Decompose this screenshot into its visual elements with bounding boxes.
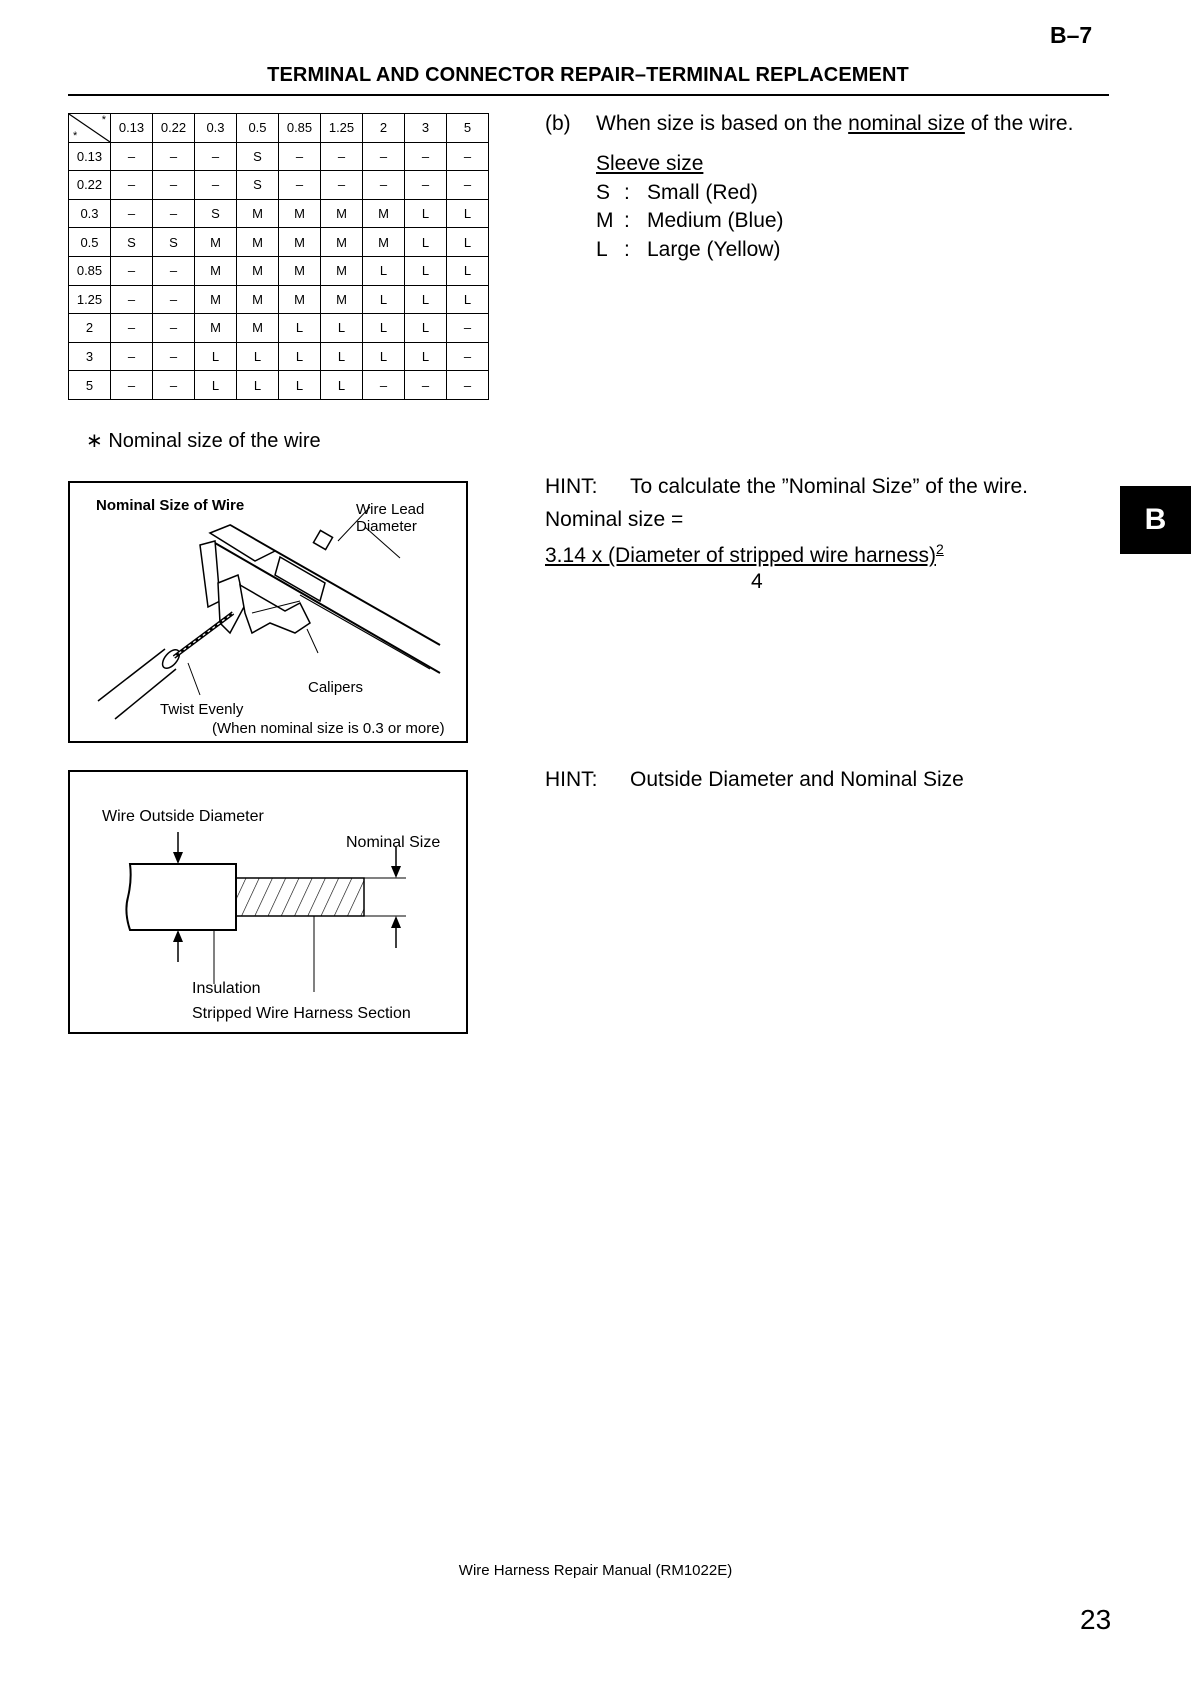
table-cell: L xyxy=(195,342,237,371)
table-cell: M xyxy=(279,228,321,257)
table-cell: – xyxy=(111,171,153,200)
table-cell: L xyxy=(447,256,489,285)
table-cell: – xyxy=(111,142,153,171)
table-cell: L xyxy=(405,314,447,343)
sleeve-desc: Large (Yellow) xyxy=(647,238,781,261)
column-header: 3 xyxy=(405,114,447,143)
page-title: TERMINAL AND CONNECTOR REPAIR–TERMINAL REPLACEMENT xyxy=(267,64,909,86)
table-cell: M xyxy=(321,256,363,285)
column-header: 0.22 xyxy=(153,114,195,143)
table-cell: – xyxy=(111,371,153,400)
table-cell: L xyxy=(405,199,447,228)
table-cell: M xyxy=(237,285,279,314)
row-header: 3 xyxy=(69,342,111,371)
table-cell: – xyxy=(195,171,237,200)
table-cell: – xyxy=(279,171,321,200)
table-cell: – xyxy=(111,199,153,228)
table-cell: L xyxy=(279,342,321,371)
table-cell: L xyxy=(447,228,489,257)
table-cell: L xyxy=(405,285,447,314)
sleeve-size-table xyxy=(68,113,489,400)
table-cell: – xyxy=(153,371,195,400)
table-cell: M xyxy=(195,314,237,343)
table-cell: L xyxy=(405,228,447,257)
table-cell: L xyxy=(321,371,363,400)
table-cell: – xyxy=(447,342,489,371)
table-cell: L xyxy=(279,371,321,400)
section-b-marker: (b) xyxy=(545,112,571,135)
sleeve-code: L xyxy=(596,238,608,261)
column-header: 0.85 xyxy=(279,114,321,143)
label-insulation: Insulation xyxy=(192,980,261,997)
table-cell: – xyxy=(111,314,153,343)
table-cell: – xyxy=(111,285,153,314)
label-diameter: Diameter xyxy=(356,518,417,535)
table-cell: L xyxy=(363,256,405,285)
label-nominal-note: (When nominal size is 0.3 or more) xyxy=(212,720,445,737)
label-wire-outside-diameter: Wire Outside Diameter xyxy=(102,808,264,825)
hint2-label: HINT: xyxy=(545,768,598,791)
table-row xyxy=(69,256,489,285)
table-cell: S xyxy=(111,228,153,257)
table-cell: L xyxy=(447,199,489,228)
sleeve-code: M xyxy=(596,209,614,232)
table-row xyxy=(69,142,489,171)
sleeve-desc: Small (Red) xyxy=(647,181,758,204)
page-number: 23 xyxy=(1080,1604,1112,1635)
figure-title: Nominal Size of Wire xyxy=(96,497,245,514)
nominal-size-figure xyxy=(68,481,468,743)
section-b-text xyxy=(596,112,1073,136)
table-cell: – xyxy=(153,171,195,200)
table-cell: – xyxy=(153,285,195,314)
table-cell: – xyxy=(111,342,153,371)
table-footnote: ∗ Nominal size of the wire xyxy=(86,430,321,452)
table-cell: M xyxy=(363,199,405,228)
sleeve-code: S xyxy=(596,181,611,204)
table-cell: – xyxy=(363,142,405,171)
row-header: 1.25 xyxy=(69,285,111,314)
table-cell: S xyxy=(237,171,279,200)
row-header: 2 xyxy=(69,314,111,343)
label-wire-lead: Wire Lead xyxy=(356,501,425,518)
table-cell: L xyxy=(237,342,279,371)
header-rule xyxy=(68,94,1109,96)
column-header: 0.3 xyxy=(195,114,237,143)
table-cell: – xyxy=(153,342,195,371)
table-corner-cell xyxy=(69,114,111,143)
column-header: 2 xyxy=(363,114,405,143)
table-cell: – xyxy=(153,199,195,228)
table-row xyxy=(69,285,489,314)
section-b-underlined: nominal size xyxy=(848,112,965,135)
table-cell: M xyxy=(195,256,237,285)
table-cell: – xyxy=(447,371,489,400)
table-cell: – xyxy=(195,142,237,171)
sleeve-desc: Medium (Blue) xyxy=(647,209,784,232)
table-row xyxy=(69,342,489,371)
table-cell: – xyxy=(153,314,195,343)
table-cell: M xyxy=(321,228,363,257)
section-b-text-after: of the wire. xyxy=(964,112,1074,135)
formula-denominator: 4 xyxy=(751,570,763,593)
table-cell: – xyxy=(447,314,489,343)
table-cell: M xyxy=(363,228,405,257)
table-cell: – xyxy=(321,171,363,200)
row-header: 5 xyxy=(69,371,111,400)
numerator-text: 3.14 x (Diameter of stripped wire harness) xyxy=(545,544,936,567)
label-twist-evenly: Twist Evenly xyxy=(160,701,244,718)
formula-numerator xyxy=(545,541,944,568)
table-cell: L xyxy=(279,314,321,343)
table-cell: – xyxy=(447,171,489,200)
table-cell: – xyxy=(363,371,405,400)
table-cell: – xyxy=(279,142,321,171)
table-row xyxy=(69,314,489,343)
column-header: 0.5 xyxy=(237,114,279,143)
corner-mark-bottom: * xyxy=(73,129,78,142)
table-cell: L xyxy=(363,285,405,314)
table-cell: L xyxy=(195,371,237,400)
table-cell: M xyxy=(237,228,279,257)
row-header: 0.5 xyxy=(69,228,111,257)
table-cell: – xyxy=(111,256,153,285)
table-cell: M xyxy=(237,256,279,285)
table-cell: – xyxy=(363,171,405,200)
row-header: 0.22 xyxy=(69,171,111,200)
table-cell: – xyxy=(405,142,447,171)
row-header: 0.3 xyxy=(69,199,111,228)
row-header: 0.85 xyxy=(69,256,111,285)
exponent: 2 xyxy=(936,541,944,557)
table-cell: – xyxy=(405,171,447,200)
table-cell: S xyxy=(195,199,237,228)
table-header-row xyxy=(69,114,489,143)
table-cell: M xyxy=(321,285,363,314)
table-cell: M xyxy=(279,199,321,228)
label-calipers: Calipers xyxy=(308,679,364,696)
table-row xyxy=(69,199,489,228)
column-header: 5 xyxy=(447,114,489,143)
table-cell: – xyxy=(153,142,195,171)
table-cell: M xyxy=(195,285,237,314)
table-cell: L xyxy=(321,314,363,343)
table-cell: – xyxy=(153,256,195,285)
table-cell: L xyxy=(237,371,279,400)
sleeve-size-heading: Sleeve size xyxy=(596,152,704,175)
table-row xyxy=(69,371,489,400)
table-cell: M xyxy=(279,256,321,285)
sleeve-sep: : xyxy=(624,209,630,232)
table-row xyxy=(69,228,489,257)
table-cell: – xyxy=(405,371,447,400)
page-code: B–7 xyxy=(1050,22,1093,48)
table-cell: – xyxy=(321,142,363,171)
section-tab: B xyxy=(1120,486,1191,554)
sleeve-sep: : xyxy=(624,238,630,261)
table-cell: M xyxy=(279,285,321,314)
row-header: 0.13 xyxy=(69,142,111,171)
table-cell: S xyxy=(153,228,195,257)
formula-line: Nominal size = xyxy=(545,508,684,531)
column-header: 0.13 xyxy=(111,114,153,143)
section-b-text-before: When size is based on the xyxy=(596,112,849,135)
hint1-label: HINT: xyxy=(545,475,598,498)
corner-mark-top: * xyxy=(101,114,106,126)
table-cell: – xyxy=(447,142,489,171)
label-stripped-section: Stripped Wire Harness Section xyxy=(192,1005,411,1022)
table-body xyxy=(69,142,489,399)
table-cell: L xyxy=(363,342,405,371)
label-nominal-size: Nominal Size xyxy=(346,834,441,851)
outside-diameter-figure xyxy=(68,770,468,1034)
table-cell: M xyxy=(195,228,237,257)
table-cell: M xyxy=(321,199,363,228)
table-cell: L xyxy=(405,342,447,371)
footer-title: Wire Harness Repair Manual (RM1022E) xyxy=(458,1562,733,1579)
table-cell: M xyxy=(237,199,279,228)
column-header: 1.25 xyxy=(321,114,363,143)
table-cell: M xyxy=(237,314,279,343)
table-cell: L xyxy=(321,342,363,371)
hint2-text: Outside Diameter and Nominal Size xyxy=(630,768,964,791)
table-cell: L xyxy=(363,314,405,343)
table-row xyxy=(69,171,489,200)
table-cell: L xyxy=(447,285,489,314)
hint1-text: To calculate the ”Nominal Size” of the wire. xyxy=(630,475,1029,498)
table-cell: L xyxy=(405,256,447,285)
table-cell: S xyxy=(237,142,279,171)
sleeve-sep: : xyxy=(624,181,630,204)
